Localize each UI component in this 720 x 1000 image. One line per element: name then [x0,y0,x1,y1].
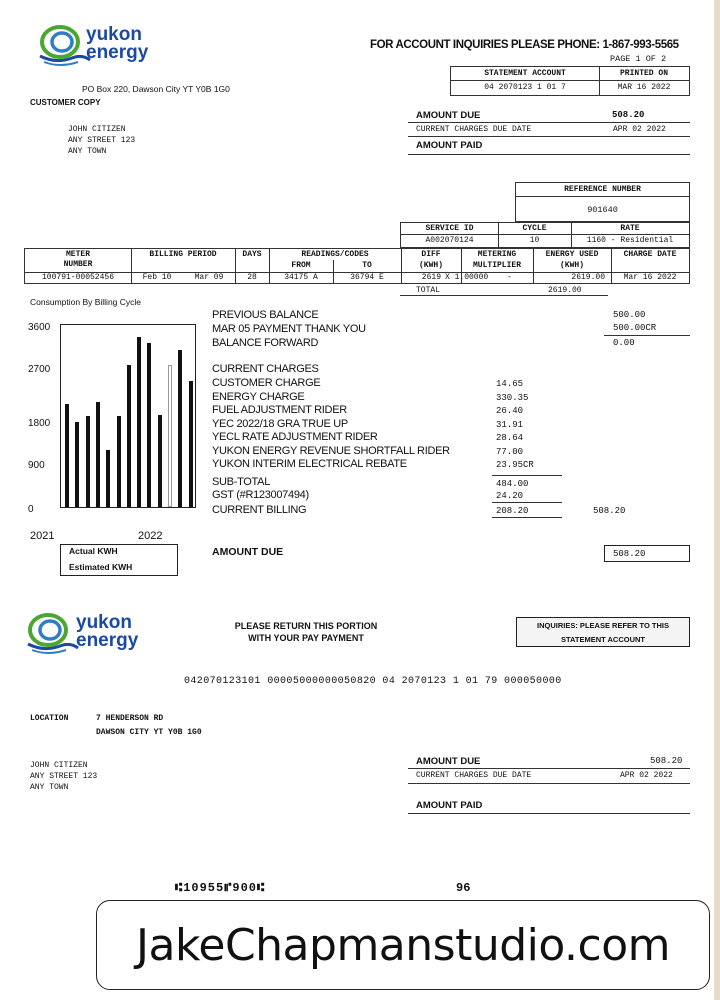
chart-bar [75,422,79,507]
gst-label: GST (#R123007494) [212,489,309,501]
balance-forward-value: 0.00 [613,338,635,348]
current-billing-label: CURRENT BILLING [212,504,307,516]
chart-bar [96,402,100,507]
gst-value: 24.20 [496,491,524,501]
meter-table [24,248,690,284]
diff-value: 2619 [421,273,441,282]
h-diff-kwh: (KWH) [418,261,443,270]
total-label: TOTAL [416,286,441,295]
reference-box [515,182,690,222]
h-to: TO [362,261,372,270]
chart-bar [158,415,162,507]
previous-balance-label: PREVIOUS BALANCE [212,309,319,321]
watermark-banner: JakeChapmanstudio.com [96,900,710,990]
y-tick-1800: 1800 [28,418,51,429]
charge-label: CUSTOMER CHARGE [212,377,321,389]
chart-bar [106,450,110,508]
chart-bar [147,343,151,507]
stub-charges-due-date-label: CURRENT CHARGES DUE DATE [416,771,532,780]
h-multiplier: MULTIPLIER [472,261,521,270]
location-city: DAWSON CITY YT Y0B 1G0 [96,728,202,737]
service-box [400,222,690,248]
chart-bar [137,337,141,507]
service-id-label: SERVICE ID [425,224,474,233]
current-billing-value: 208.20 [496,506,529,516]
statement-account-label: STATEMENT ACCOUNT [484,69,566,78]
current-charges-label: CURRENT CHARGES [212,363,319,375]
micr-number: 96 [456,881,471,895]
page-number: PAGE 1 OF 2 [610,54,667,64]
stub-logo-text-yukon: yukon [76,612,132,633]
y-tick-3600: 3600 [28,322,51,333]
chart-bar [189,381,193,507]
h-days: DAYS [242,250,262,259]
chart-bar [178,350,182,508]
x-label-2022: 2022 [138,530,163,542]
rate-value: 1160 - Residential [586,236,674,245]
charges-due-date-value: APR 02 2022 [613,125,666,134]
current-billing-total: 508.20 [593,506,626,516]
y-tick-900: 900 [28,460,45,471]
balance-section [212,308,366,350]
chart-bar [65,404,69,507]
charge-value: 77.00 [496,446,524,457]
consumption-title: Consumption By Billing Cycle [30,297,142,307]
stub-amount-due-value: 508.20 [650,756,683,766]
stub-customer-name: JOHN CITIZEN [30,761,88,770]
return-line-2: WITH YOUR PAY PAYMENT [248,633,364,643]
service-id-value: A002070124 [425,236,474,245]
bottom-amount-due-value: 508.20 [613,549,646,559]
payment-scanline: 042070123101 00005000000050820 04 2070123 1 01 79 000050000 [184,676,562,687]
customer-address [68,124,135,157]
location-street: 7 HENDERSON RD [96,714,164,723]
period-to: Mar 09 [194,273,224,282]
cycle-label: CYCLE [522,224,547,233]
payment-value: 500.00CR [613,323,657,333]
stub-amount-due-label: AMOUNT DUE [416,756,481,767]
rate-label: RATE [620,224,640,233]
chart-bar [86,416,90,507]
reference-value: 901640 [587,205,618,215]
subtotal-value: 484.00 [496,479,529,489]
h-from: FROM [291,261,311,270]
charge-label: YUKON INTERIM ELECTRICAL REBATE [212,458,407,470]
statement-account-value: 04 2070123 1 01 7 [484,83,566,92]
stub-inquiries-line-2: STATEMENT ACCOUNT [560,635,646,644]
h-readings: READINGS/CODES [301,250,369,259]
charge-label: YECL RATE ADJUSTMENT RIDER [212,431,378,443]
swirl-logo-icon [36,22,92,68]
y-tick-0: 0 [28,504,34,515]
customer-name: JOHN CITIZEN [68,125,126,134]
h-meter: METER [65,250,90,259]
charge-value: 330.35 [496,392,529,403]
multiplier-dash: - [507,273,512,282]
days-value: 28 [247,273,257,282]
return-line-1: PLEASE RETURN THIS PORTION [234,621,378,631]
logo-text-energy: energy [86,42,149,64]
amount-due-box [604,545,690,562]
charge-value: 26.40 [496,406,524,416]
charge-label: YUKON ENERGY REVENUE SHORTFALL RIDER [212,444,450,457]
multiplier-value: X 1.00000 [445,273,489,282]
logo-text-yukon: yukon [86,24,142,45]
h-energy-used: ENERGY USED [545,250,599,259]
chart-bar [127,365,131,508]
customer-town: ANY TOWN [68,147,107,156]
statement-box [450,66,690,96]
micr-line: ⑆10955⑈900⑆ [175,881,266,895]
company-address: PO Box 220, Dawson City YT Y0B 1G0 [82,84,230,94]
total-value: 2619.00 [548,286,582,295]
stub-swirl-logo-icon [24,610,80,656]
reading-to: 36794 E [350,273,384,282]
amount-due-label: AMOUNT DUE [416,110,481,121]
printed-on-label: PRINTED ON [619,69,668,78]
h-number: NUMBER [63,260,93,269]
customer-street: ANY STREET 123 [68,136,136,145]
meter-number: 100791-00052456 [41,273,114,282]
chart-legend [60,544,178,576]
charge-value: 14.65 [496,379,524,389]
charge-value: 23.95CR [496,460,534,470]
h-charge-date: CHARGE DATE [623,250,677,259]
amount-paid-label: AMOUNT PAID [416,140,483,151]
customer-copy-label: CUSTOMER COPY [30,98,101,107]
printed-on-value: MAR 16 2022 [617,83,671,92]
stub-logo-text-energy: energy [76,630,139,652]
y-tick-2700: 2700 [28,364,51,375]
subtotal-label: SUB-TOTAL [212,476,271,488]
reference-label: REFERENCE NUMBER [564,185,641,194]
h-metering: METERING [477,250,517,259]
h-billing-period: BILLING PERIOD [149,250,217,259]
h-diff: DIFF [421,250,441,259]
stub-inquiries-line-1: INQUIRIES: PLEASE REFER TO THIS [537,621,669,630]
stub-amount-paid-label: AMOUNT PAID [416,800,483,811]
charge-value: 31.91 [496,419,524,430]
charge-label: ENERGY CHARGE [212,390,305,403]
chart-bar [117,416,121,508]
stub-customer-street: ANY STREET 123 [30,772,98,781]
stub-logo [24,610,154,656]
chart-bar-estimated [168,365,172,508]
page-edge [714,0,720,1000]
consumption-chart [28,318,203,523]
return-portion-note [216,620,396,644]
stub-inquiries-box [516,617,690,647]
amount-due-value: 508.20 [612,110,645,120]
charge-value: 28.64 [496,433,524,443]
chart-plot-area [60,324,196,508]
stub-charges-due-date-value: APR 02 2022 [620,771,673,780]
payment-label: MAR 05 PAYMENT THANK YOU [212,323,366,335]
energy-used-value: 2619.00 [571,273,605,282]
location-label: LOCATION [30,714,69,723]
balance-forward-label: BALANCE FORWARD [212,337,319,349]
reading-from: 34175 A [284,273,318,282]
previous-balance-value: 500.00 [613,310,646,320]
inquiries-phone: FOR ACCOUNT INQUIRIES PLEASE PHONE: 1-867-993-5565 [370,39,679,51]
cycle-value: 10 [529,236,540,245]
period-from: Feb 10 [142,273,172,282]
charge-label: YEC 2022/18 GRA TRUE UP [212,417,348,430]
legend-actual: Actual KWH [69,546,118,556]
bottom-amount-due-label: AMOUNT DUE [212,546,284,558]
yukon-energy-logo [36,22,166,68]
charges-due-date-label: CURRENT CHARGES DUE DATE [416,125,532,134]
charge-label: FUEL ADJUSTMENT RIDER [212,404,347,416]
charge-date-value: Mar 16 2022 [623,273,677,282]
h-energy-kwh: (KWH) [559,261,584,270]
x-label-2021: 2021 [30,530,55,542]
legend-estimated: Estimated KWH [69,562,133,572]
stub-customer-town: ANY TOWN [30,783,69,792]
stub-customer-address [30,760,97,793]
